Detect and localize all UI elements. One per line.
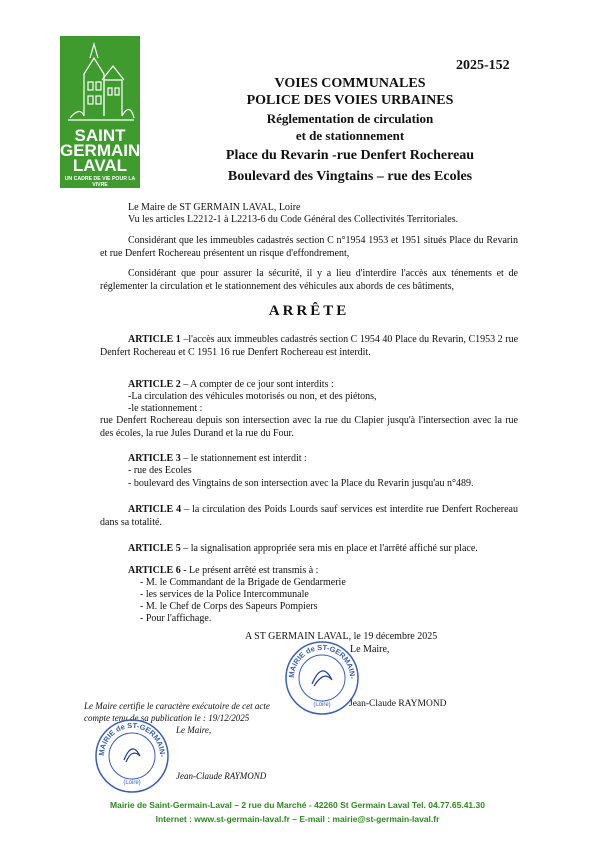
certification-line-2: compte tenu de sa publication le : 19/12/2025 [84, 713, 250, 723]
official-stamp-bottom [94, 718, 170, 794]
stamp-top-text: MAIRIE de ST-GERMAIN- [286, 642, 358, 680]
article-3-item-1: - rue des Ecoles [128, 465, 192, 476]
logo-slogan: UN CADRE DE VIE POUR LA VIVRE [64, 176, 136, 188]
decree-reference: 2025-152 [456, 58, 510, 73]
article-6-recipient-3: - M. le Chef de Corps des Sapeurs Pompiers [140, 601, 318, 612]
article-6-recipient-2: - les services de la Police Intercommunale [140, 589, 309, 600]
logo-name-line-1: SAINT [74, 126, 126, 145]
article-5-label: ARTICLE 5 [128, 543, 181, 554]
certification-scribble [124, 749, 140, 762]
article-4-text: – la circulation des Poids Lourds sauf services est interdite rue Denfert Rochereau dans sa totalité. [100, 504, 518, 528]
signature-role: Le Maire, [350, 644, 390, 655]
certification-line-1: Le Maire certifie le caractère exécutoire de cet acte [84, 701, 270, 711]
certification-name: Jean-Claude RAYMOND [176, 771, 267, 781]
article-2-label: ARTICLE 2 [128, 379, 181, 390]
stamp-bottom-text: MAIRIE de ST-GERMAIN- [96, 720, 168, 758]
article-5-text: – la signalisation appropriée sera mis en place et l'arrêté affiché sur place. [180, 543, 478, 554]
article-6-recipient-4: - Pour l'affichage. [140, 613, 212, 624]
article-2-intro [128, 379, 334, 392]
visa-line: Vu les articles L2212-1 à L2213-6 du Code Général des Collectivités Territoriales. [128, 214, 459, 225]
article-1-text: –l'accès aux immeubles cadastrés section C 1954 40 Place du Revarin, C1953 2 rue Denfert Rochereau et C 1951 16 rue Denfert Rochereau est interdit. [100, 334, 519, 358]
article-4 [100, 504, 518, 529]
article-2-item-1: -La circulation des véhicules motorisés ou non, et des piétons, [128, 391, 377, 402]
stamp-bottom-subtext: (Loire) [123, 780, 141, 786]
article-6-intro-text: - Le présent arrêté est transmis à : [180, 565, 319, 576]
arrete-heading: ARRÊTE [268, 303, 350, 319]
article-6-intro [128, 565, 318, 578]
article-6-recipient-1: - M. le Commandant de la Brigade de Gendarmerie [140, 577, 346, 588]
article-3-intro-text: – le stationnement est interdit : [180, 453, 307, 464]
article-1-label: ARTICLE 1 [128, 334, 181, 345]
title-police: POLICE DES VOIES URBAINES [246, 93, 454, 108]
article-2-intro-text: – A compter de ce jour sont interdits : [180, 379, 334, 390]
stamp-top-subtext: (Loire) [313, 702, 331, 708]
article-2-text: rue Denfert Rochereau depuis son intersection avec la rue du Clapier jusqu'à l'intersection avec la rue des écoles, la rue Jules Durand et la rue du Four. [100, 415, 518, 439]
article-3-item-2: - boulevard des Vingtains de son intersection avec la Place du Revarin jusqu'au n°489. [128, 478, 474, 489]
title-reglementation: Réglementation de circulation [266, 111, 434, 126]
mayor-line: Le Maire de ST GERMAIN LAVAL, Loire [128, 202, 301, 213]
signature-place-date: A ST GERMAIN LAVAL, le 19 décembre 2025 [245, 631, 438, 642]
article-1 [100, 334, 518, 359]
title-stationnement: et de stationnement [295, 128, 405, 143]
signature-scribble [312, 671, 332, 686]
article-5 [128, 543, 478, 556]
article-2-item-2: -le stationnement : [128, 403, 203, 414]
footer-contact: Internet : www.st-germain-laval.fr – E-mail : mairie@st-germain-laval.fr [155, 814, 440, 824]
title-place-revarin: Place du Revarin -rue Denfert Rochereau [225, 148, 475, 163]
town-building-illustration [60, 36, 140, 126]
signature-name: Jean-Claude RAYMOND [349, 699, 447, 709]
article-3-label: ARTICLE 3 [128, 453, 181, 464]
considerant-1: Considérant que les immeubles cadastrés section C n°1954 1953 et 1951 situés Place du Revarin et rue Denfert Rochereau présentent un risque d'effondrement, [100, 235, 518, 259]
certification-line-3: Le Maire, [176, 725, 212, 735]
logo-name-line-3: LAVAL [72, 156, 128, 175]
considerant-2: Considérant que pour assurer la sécurité, il y a lieu d'interdire l'accès aux ténements et de réglementer la circulation et le stationnement des véhicules aux abords de ces bâtiments, [100, 268, 518, 292]
article-6-label: ARTICLE 6 [128, 565, 181, 576]
footer-address: Mairie de Saint-Germain-Laval – 2 rue du Marché - 42260 St Germain Laval Tel. 04.77.65.41.30 [110, 800, 485, 810]
article-3-intro [128, 453, 307, 466]
title-boulevard: Boulevard des Vingtains – rue des Ecoles [227, 169, 473, 184]
title-voies-communales: VOIES COMMUNALES [274, 76, 426, 91]
article-4-label: ARTICLE 4 [128, 504, 182, 515]
municipality-logo [60, 36, 140, 188]
logo-name-line-2: GERMAIN [60, 141, 141, 160]
